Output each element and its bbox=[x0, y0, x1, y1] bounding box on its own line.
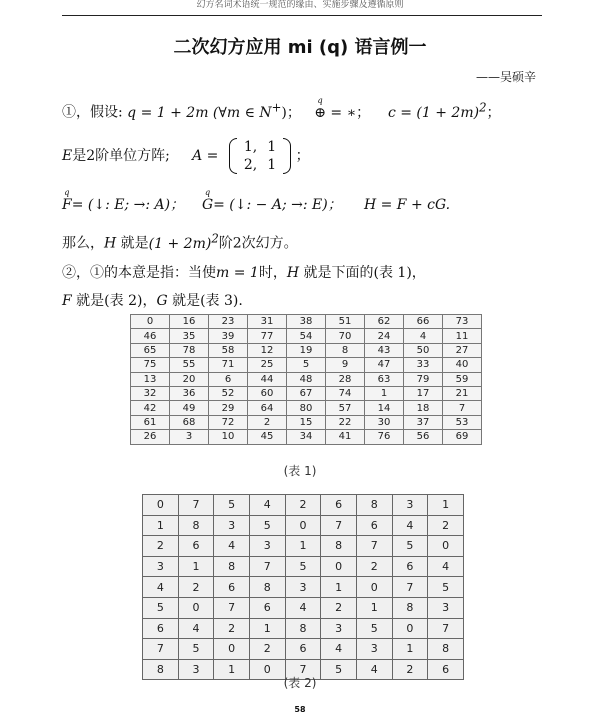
table-cell: 0 bbox=[249, 659, 285, 680]
table-row bbox=[131, 401, 482, 415]
table-cell: 43 bbox=[365, 343, 404, 357]
table-row bbox=[143, 515, 464, 536]
table-cell: 35 bbox=[170, 329, 209, 343]
table-cell: 72 bbox=[209, 415, 248, 429]
page-title: 二次幻方应用 mi (q) 语言例一 bbox=[173, 37, 427, 58]
table-1-caption: (表 1) bbox=[283, 464, 317, 478]
table-cell: 2 bbox=[143, 536, 179, 557]
table-cell: 14 bbox=[365, 401, 404, 415]
table-cell: 8 bbox=[392, 597, 428, 618]
meaning-text-c: 就是下面的(表 1)， bbox=[299, 265, 426, 281]
magic-square-table-1 bbox=[130, 314, 482, 445]
table-cell: 2 bbox=[321, 597, 357, 618]
table-cell: 0 bbox=[321, 556, 357, 577]
table-cell: 2 bbox=[428, 515, 464, 536]
table-cell: 7 bbox=[443, 401, 482, 415]
table-cell: 16 bbox=[170, 315, 209, 329]
table-cell: 4 bbox=[428, 556, 464, 577]
table-cell: 0 bbox=[214, 639, 250, 660]
table-cell: 67 bbox=[287, 386, 326, 400]
table-row bbox=[131, 386, 482, 400]
table-row bbox=[131, 315, 482, 329]
table-cell: 19 bbox=[287, 343, 326, 357]
f-definition: q F= (↓: E; →: A)； bbox=[62, 188, 185, 213]
table-cell: 5 bbox=[287, 358, 326, 372]
h-symbol: H bbox=[104, 235, 117, 252]
table-cell: 22 bbox=[326, 415, 365, 429]
table-cell: 3 bbox=[392, 495, 428, 516]
page-number: 58 bbox=[294, 705, 306, 714]
table-cell: 45 bbox=[248, 430, 287, 444]
table-cell: 30 bbox=[365, 415, 404, 429]
table-cell: 25 bbox=[248, 358, 287, 372]
table-cell: 3 bbox=[214, 515, 250, 536]
table-cell: 1 bbox=[365, 386, 404, 400]
h-symbol: H bbox=[286, 265, 300, 281]
table-cell: 5 bbox=[321, 659, 357, 680]
table-cell: 2 bbox=[249, 639, 285, 660]
table-cell: 65 bbox=[131, 343, 170, 357]
table-row bbox=[143, 618, 464, 639]
table-row bbox=[131, 372, 482, 386]
table-cell: 5 bbox=[392, 536, 428, 557]
table-cell: 0 bbox=[143, 495, 179, 516]
table-cell: 46 bbox=[131, 329, 170, 343]
matrix-line bbox=[62, 138, 310, 174]
table-cell: 64 bbox=[248, 401, 287, 415]
table-cell: 4 bbox=[178, 618, 214, 639]
table-cell: 15 bbox=[287, 415, 326, 429]
table-cell: 63 bbox=[365, 372, 404, 386]
table-cell: 60 bbox=[248, 386, 287, 400]
table-cell: 7 bbox=[249, 556, 285, 577]
table-cell: 12 bbox=[248, 343, 287, 357]
table-cell: 36 bbox=[170, 386, 209, 400]
oplus-definition: q ⊕ = ∗； bbox=[314, 95, 371, 121]
table-cell: 4 bbox=[285, 597, 321, 618]
matrix-cell: 2, bbox=[243, 157, 258, 173]
table-cell: 51 bbox=[326, 315, 365, 329]
table-cell: 7 bbox=[178, 495, 214, 516]
matrix-a bbox=[229, 138, 291, 174]
table-cell: 18 bbox=[404, 401, 443, 415]
table-cell: 59 bbox=[443, 372, 482, 386]
table-cell: 3 bbox=[178, 659, 214, 680]
table-cell: 5 bbox=[356, 618, 392, 639]
table-cell: 20 bbox=[170, 372, 209, 386]
table-cell: 1 bbox=[178, 556, 214, 577]
table-cell: 5 bbox=[214, 495, 250, 516]
table-cell: 17 bbox=[404, 386, 443, 400]
table-cell: 4 bbox=[356, 659, 392, 680]
table-cell: 37 bbox=[404, 415, 443, 429]
meaning-line bbox=[62, 262, 426, 282]
table-cell: 77 bbox=[248, 329, 287, 343]
h-definition: H = F + cG. bbox=[363, 197, 451, 213]
table-cell: 47 bbox=[365, 358, 404, 372]
table-cell: 48 bbox=[287, 372, 326, 386]
table-cell: 5 bbox=[428, 577, 464, 598]
header-rule bbox=[62, 15, 542, 16]
table-cell: 80 bbox=[287, 401, 326, 415]
order-expression: $(1 + 2m)^2$ bbox=[148, 231, 219, 252]
table-cell: 3 bbox=[356, 639, 392, 660]
table-cell: 57 bbox=[326, 401, 365, 415]
table-cell: 33 bbox=[404, 358, 443, 372]
table-cell: 6 bbox=[209, 372, 248, 386]
table-2-caption: (表 2) bbox=[283, 676, 317, 690]
circled-two-marker: ② bbox=[62, 265, 76, 281]
table-cell: 38 bbox=[287, 315, 326, 329]
table-cell: 6 bbox=[249, 597, 285, 618]
table-cell: 6 bbox=[285, 639, 321, 660]
table-cell: 3 bbox=[249, 536, 285, 557]
table-cell: 0 bbox=[178, 597, 214, 618]
table-cell: 7 bbox=[285, 659, 321, 680]
table-cell: 6 bbox=[428, 659, 464, 680]
fgh-definition-line bbox=[62, 188, 451, 214]
table-cell: 74 bbox=[326, 386, 365, 400]
table-row bbox=[143, 577, 464, 598]
table-cell: 61 bbox=[131, 415, 170, 429]
table-cell: 75 bbox=[131, 358, 170, 372]
table-cell: 73 bbox=[443, 315, 482, 329]
table-cell: 41 bbox=[326, 430, 365, 444]
table-cell: 7 bbox=[214, 597, 250, 618]
table-cell: 1 bbox=[428, 495, 464, 516]
table-cell: 5 bbox=[285, 556, 321, 577]
table-reference-line bbox=[62, 290, 243, 310]
assumption-line bbox=[62, 95, 501, 122]
author-byline: ——吴硕辛 bbox=[475, 70, 536, 84]
table-cell: 6 bbox=[178, 536, 214, 557]
table-cell: 62 bbox=[365, 315, 404, 329]
table-cell: 71 bbox=[209, 358, 248, 372]
matrix-line-end: ； bbox=[295, 148, 310, 164]
m-value: m = 1 bbox=[216, 265, 259, 281]
table-row bbox=[131, 415, 482, 429]
q-definition: q = 1 + 2m (∀m ∈ N+)； bbox=[127, 100, 301, 121]
matrix-cell: 1 bbox=[267, 139, 277, 155]
table-cell: 7 bbox=[321, 515, 357, 536]
table-cell: 0 bbox=[356, 577, 392, 598]
table-cell: 6 bbox=[143, 618, 179, 639]
table-cell: 7 bbox=[143, 639, 179, 660]
table-cell: 1 bbox=[356, 597, 392, 618]
table-cell: 70 bbox=[326, 329, 365, 343]
table-cell: 2 bbox=[285, 495, 321, 516]
f-symbol: F bbox=[62, 293, 72, 309]
table-cell: 69 bbox=[443, 430, 482, 444]
table-cell: 8 bbox=[428, 639, 464, 660]
table-cell: 0 bbox=[392, 618, 428, 639]
table-cell: 24 bbox=[365, 329, 404, 343]
table-cell: 6 bbox=[214, 577, 250, 598]
table-cell: 0 bbox=[285, 515, 321, 536]
table-cell: 40 bbox=[443, 358, 482, 372]
table-cell: 0 bbox=[428, 536, 464, 557]
table-cell: 6 bbox=[321, 495, 357, 516]
table-cell: 2 bbox=[356, 556, 392, 577]
table-cell: 2 bbox=[248, 415, 287, 429]
table-cell: 7 bbox=[428, 618, 464, 639]
table-cell: 0 bbox=[131, 315, 170, 329]
table-cell: 5 bbox=[249, 515, 285, 536]
table-cell: 27 bbox=[443, 343, 482, 357]
table-cell: 4 bbox=[321, 639, 357, 660]
table-cell: 54 bbox=[287, 329, 326, 343]
table-row bbox=[131, 430, 482, 444]
table-cell: 5 bbox=[178, 639, 214, 660]
e-symbol: E bbox=[62, 148, 73, 164]
table-cell: 8 bbox=[178, 515, 214, 536]
table-cell: 49 bbox=[170, 401, 209, 415]
table-cell: 1 bbox=[392, 639, 428, 660]
table-row bbox=[143, 536, 464, 557]
table-cell: 9 bbox=[326, 358, 365, 372]
meaning-text-b: 时， bbox=[258, 265, 287, 281]
table-cell: 8 bbox=[214, 556, 250, 577]
table-cell: 21 bbox=[443, 386, 482, 400]
table-cell: 79 bbox=[404, 372, 443, 386]
table-cell: 8 bbox=[143, 659, 179, 680]
table-cell: 55 bbox=[170, 358, 209, 372]
c-definition: $c = (1 + 2m)^2$； bbox=[387, 100, 501, 121]
table-cell: 26 bbox=[131, 430, 170, 444]
table-cell: 31 bbox=[248, 315, 287, 329]
table-row bbox=[131, 358, 482, 372]
g-definition: q G= (↓: − A; →: E)； bbox=[201, 188, 342, 213]
table-cell: 10 bbox=[209, 430, 248, 444]
table-cell: 78 bbox=[170, 343, 209, 357]
conclusion-end: 阶2次幻方。 bbox=[218, 235, 298, 252]
table-cell: 4 bbox=[249, 495, 285, 516]
table-row bbox=[143, 556, 464, 577]
meaning-text: ，①的本意是指：当使 bbox=[76, 265, 216, 281]
conclusion-mid: 就是 bbox=[116, 235, 149, 252]
table-row bbox=[143, 639, 464, 660]
table-cell: 5 bbox=[143, 597, 179, 618]
table-cell: 44 bbox=[248, 372, 287, 386]
table-cell: 42 bbox=[131, 401, 170, 415]
e-description: 是2阶单位方阵; bbox=[72, 148, 170, 164]
table-cell: 4 bbox=[143, 577, 179, 598]
conclusion-lead: 那么， bbox=[62, 235, 104, 252]
table-cell: 3 bbox=[285, 577, 321, 598]
table-cell: 8 bbox=[356, 495, 392, 516]
table-cell: 3 bbox=[143, 556, 179, 577]
g-reference: 就是(表 3). bbox=[167, 293, 243, 309]
table-cell: 8 bbox=[285, 618, 321, 639]
table-row bbox=[131, 343, 482, 357]
table-cell: 4 bbox=[404, 329, 443, 343]
table-cell: 13 bbox=[131, 372, 170, 386]
table-cell: 1 bbox=[321, 577, 357, 598]
conclusion-line bbox=[62, 231, 298, 253]
table-cell: 32 bbox=[131, 386, 170, 400]
a-symbol: A = bbox=[192, 148, 219, 164]
table-cell: 6 bbox=[356, 515, 392, 536]
table-cell: 76 bbox=[365, 430, 404, 444]
table-cell: 58 bbox=[209, 343, 248, 357]
table-cell: 4 bbox=[214, 536, 250, 557]
table-cell: 28 bbox=[326, 372, 365, 386]
table-cell: 2 bbox=[392, 659, 428, 680]
table-cell: 2 bbox=[178, 577, 214, 598]
table-cell: 29 bbox=[209, 401, 248, 415]
table-cell: 2 bbox=[214, 618, 250, 639]
table-cell: 6 bbox=[392, 556, 428, 577]
table-row bbox=[131, 329, 482, 343]
table-cell: 11 bbox=[443, 329, 482, 343]
table-cell: 4 bbox=[392, 515, 428, 536]
matrix-cell: 1 bbox=[267, 157, 277, 173]
circled-one-marker: ① bbox=[62, 104, 76, 121]
table-cell: 56 bbox=[404, 430, 443, 444]
table-cell: 7 bbox=[392, 577, 428, 598]
table-cell: 3 bbox=[170, 430, 209, 444]
running-header: 幻方名词术语统一规范的缘由、实施步骤及遵循原则 bbox=[196, 0, 404, 10]
table-cell: 1 bbox=[285, 536, 321, 557]
table-cell: 8 bbox=[326, 343, 365, 357]
table-cell: 39 bbox=[209, 329, 248, 343]
table-cell: 53 bbox=[443, 415, 482, 429]
magic-square-table-2 bbox=[142, 494, 464, 680]
table-cell: 3 bbox=[321, 618, 357, 639]
assumption-lead: ，假设: bbox=[76, 104, 128, 121]
table-cell: 8 bbox=[321, 536, 357, 557]
f-reference: 就是(表 2)， bbox=[71, 293, 157, 309]
table-row bbox=[143, 597, 464, 618]
table-cell: 68 bbox=[170, 415, 209, 429]
matrix-cell: 1, bbox=[243, 139, 258, 155]
table-cell: 66 bbox=[404, 315, 443, 329]
table-cell: 52 bbox=[209, 386, 248, 400]
table-row bbox=[143, 495, 464, 516]
table-cell: 7 bbox=[356, 536, 392, 557]
table-cell: 1 bbox=[214, 659, 250, 680]
table-cell: 34 bbox=[287, 430, 326, 444]
table-cell: 1 bbox=[249, 618, 285, 639]
table-cell: 1 bbox=[143, 515, 179, 536]
table-cell: 50 bbox=[404, 343, 443, 357]
table-cell: 8 bbox=[249, 577, 285, 598]
table-cell: 23 bbox=[209, 315, 248, 329]
g-symbol: G bbox=[156, 293, 168, 309]
table-cell: 3 bbox=[428, 597, 464, 618]
